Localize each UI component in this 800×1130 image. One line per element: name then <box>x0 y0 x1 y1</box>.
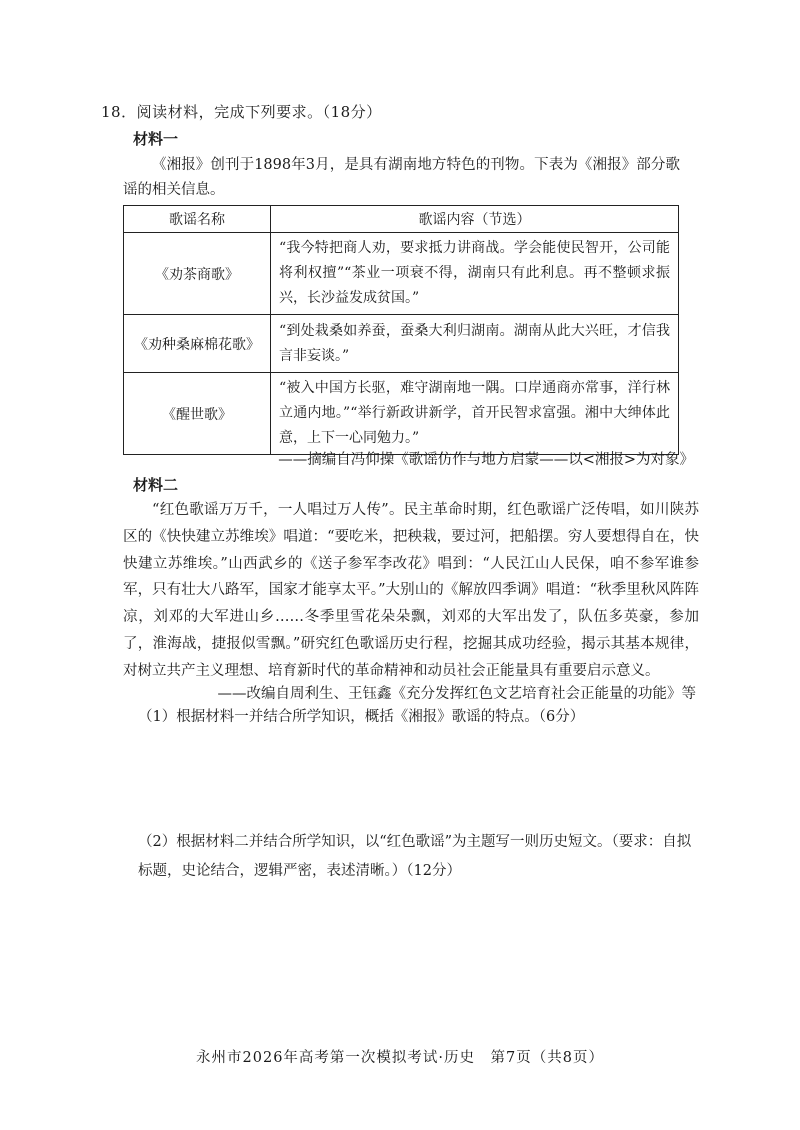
material-1-label: 材料一 <box>133 130 179 148</box>
song-name: 《劝茶商歌》 <box>124 233 271 315</box>
table-header-row <box>124 206 679 233</box>
material-1-intro: 《湘报》创刊于1898年3月，是具有湖南地方特色的刊物。下表为《湘报》部分歌谣的相关信息。 <box>123 157 680 198</box>
song-name: 《劝种桑麻棉花歌》 <box>124 315 271 373</box>
songs-table <box>123 205 679 455</box>
table-row <box>124 373 679 455</box>
question-title: 18．阅读材料，完成下列要求。（18分） <box>101 103 382 121</box>
song-name: 《醒世歌》 <box>124 373 271 455</box>
song-content: “我今特把商人劝，要求抵力讲商战。学会能使民智开，公司能将利权擅”“茶业一项衰不得，湖南只有此利息。再不整顿求振兴，长沙益发成贫国。” <box>271 233 679 315</box>
task-1: （1）根据材料一并结合所学知识，概括《湘报》歌谣的特点。（6分） <box>138 709 585 725</box>
task-2: （2）根据材料二并结合所学知识，以“红色歌谣”为主题写一则历史短文。（要求：自拟标题，史论结合，逻辑严密，表述清晰。）（12分） <box>138 834 692 879</box>
header-song-content: 歌谣内容（节选） <box>271 206 679 233</box>
page-footer: 永州市2026年高考第一次模拟考试·历史 第7页（共8页） <box>196 1050 604 1066</box>
material-2-label: 材料二 <box>133 476 179 494</box>
material-2-source: ——改编自周利生、王钰鑫《充分发挥红色文艺培育社会正能量的功能》等 <box>217 686 696 702</box>
material-1-source: ——摘编自冯仰操《歌谣仿作与地方启蒙——以<湘报>为对象》 <box>278 452 694 468</box>
material-2-text: “红色歌谣万万千，一人唱过万人传”。民主革命时期，红色歌谣广泛传唱，如川陕苏区的《快快建立苏维埃》唱道：“要吃米，把秧栽，要过河，把船摆。穷人要想得自在，快快建立苏维埃。”山西武乡的《送子参军李改花》唱到：“人民江山人民保，咱不参军谁参军，只有壮大八路军，国家才能享太平。”大别山的《解放四季调》唱道：“秋季里秋风阵阵凉，刘邓的大军进山乡……冬季里雪花朵朵飘，刘邓的大军出发了，队伍多英豪，参加了，淮海战，捷报似雪飘。”研究红色歌谣历史行程，挖掘其成功经验，揭示其基本规律，对树立共产主义理想、培育新时代的革命精神和动员社会正能量具有重要启示意义。 <box>123 502 699 679</box>
table-row <box>124 233 679 315</box>
header-song-name: 歌谣名称 <box>124 206 271 233</box>
table-row <box>124 315 679 373</box>
song-content: “被入中国方长驱，难守湖南地一隅。口岸通商亦常事，洋行林立通内地。”“举行新政讲新学，首开民智求富强。湘中大绅体此意，上下一心同勉力。” <box>271 373 679 455</box>
song-content: “到处栽桑如养蚕，蚕桑大利归湖南。湖南从此大兴旺，才信我言非妄谈。” <box>271 315 679 373</box>
